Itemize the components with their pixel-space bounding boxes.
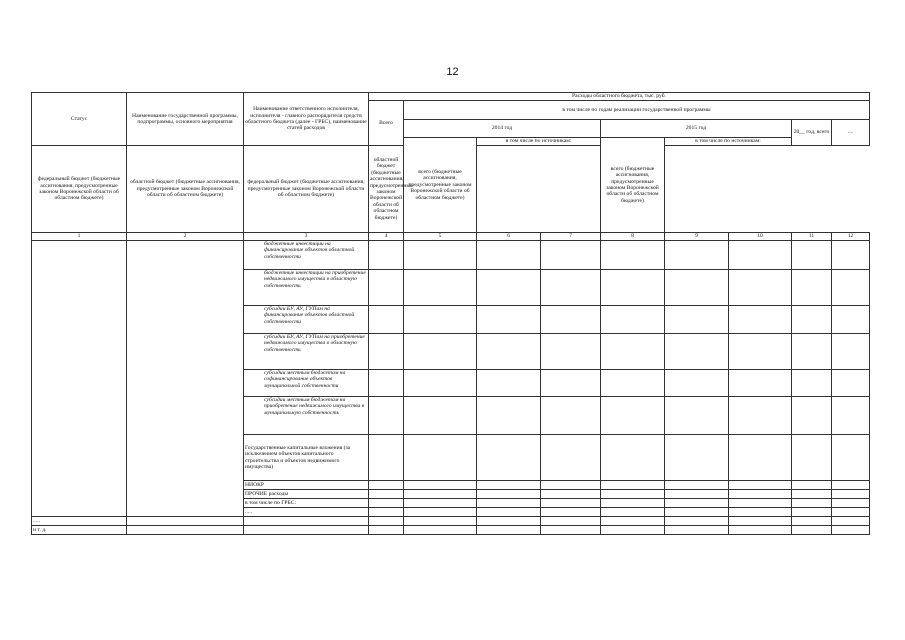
row-label: бюджетные инвестиции на приобретение недвижимого имущества в областную собственность bbox=[244, 270, 369, 306]
row-niokr: НИОКР bbox=[244, 481, 369, 490]
column-number: 5 bbox=[404, 233, 477, 241]
row-grbs-dots: ..... bbox=[244, 508, 369, 517]
column-number: 4 bbox=[369, 233, 404, 241]
expenses-table bbox=[31, 92, 870, 535]
header-2015-sources: в том числе по источникам: bbox=[665, 138, 792, 146]
column-number: 12 bbox=[832, 233, 870, 241]
header-program-name: Наименование государственной программы, подпрограммы, основного мероприятия bbox=[127, 93, 244, 146]
header-2014-total: всего (бюджетные ассигнования, предусмотренные законом Воронежской области об областном бюджете) bbox=[404, 138, 477, 233]
header-2015-federal: федеральный бюджет (бюджетные ассигнования, предусмотренные законом Воронежской области об областном бюджете) bbox=[244, 146, 369, 233]
column-number: 2 bbox=[127, 233, 244, 241]
column-number: 9 bbox=[665, 233, 729, 241]
column-number: 7 bbox=[541, 233, 601, 241]
row-label: субсидии БУ, АУ, ГУПам на приобретение недвижимого имущества в областную собственность bbox=[244, 334, 369, 370]
header-2015-total: всего (бюджетные ассигнования, предусмотренные законом Воронежской области об областном бюджете) bbox=[601, 138, 665, 233]
row-label: субсидии местным бюджетам на приобретение недвижимого имущества в муниципальную собственность bbox=[244, 397, 369, 435]
row-label: субсидии БУ, АУ, ГУПам на финансирование объектов областной собственности bbox=[244, 306, 369, 334]
header-2014-sources: в том числе по источникам: bbox=[477, 138, 601, 146]
header-dots: .... bbox=[832, 120, 870, 146]
column-number: 8 bbox=[601, 233, 665, 241]
header-expenses: Расходы областного бюджета, тыс. руб. bbox=[369, 93, 870, 101]
header-2015-regional: областной бюджет (бюджетные ассигнования, предусмотренные законом Воронежской области об областном бюджете) bbox=[369, 146, 404, 233]
header-year-n: 20__ год, всего bbox=[792, 120, 832, 146]
column-number: 11 bbox=[792, 233, 832, 241]
header-by-years: в том числе по годам реализации государственной программы bbox=[404, 101, 870, 120]
header-executor: Наименование ответственного исполнителя, исполнителя - главного распорядителя средств областного бюджета (далее - ГРБС), наименование статей расходов bbox=[244, 93, 369, 146]
row-status-dots: ..... bbox=[32, 517, 127, 526]
row-etc: и т. д. bbox=[32, 526, 127, 535]
column-number: 3 bbox=[244, 233, 369, 241]
table-row bbox=[32, 241, 870, 270]
header-2014-federal: федеральный бюджет (бюджетные ассигнования, предусмотренные законом Воронежской области об областном бюджете) bbox=[32, 146, 127, 233]
table-row bbox=[32, 526, 870, 535]
column-number: 1 bbox=[32, 233, 127, 241]
row-grbs: в том числе по ГРБС: bbox=[244, 499, 369, 508]
column-number: 6 bbox=[477, 233, 541, 241]
row-label: бюджетные инвестиции на финансирование объектов областной собственности bbox=[244, 241, 369, 270]
header-total: Всего bbox=[369, 101, 404, 146]
header-2014-regional: областной бюджет (бюджетные ассигнования, предусмотренные законом Воронежской области об областном бюджете) bbox=[127, 146, 244, 233]
column-number: 10 bbox=[729, 233, 792, 241]
header-status: Статус bbox=[32, 93, 127, 146]
header-year-2015: 2015 год bbox=[601, 120, 792, 138]
header-year-2014: 2014 год bbox=[404, 120, 601, 138]
table-row bbox=[32, 517, 870, 526]
row-other: ПРОЧИЕ расходы bbox=[244, 490, 369, 499]
page-number: 12 bbox=[446, 66, 459, 78]
row-label: субсидии местным бюджетам на софинансирование объектов муниципальной собственности bbox=[244, 370, 369, 397]
row-capital: Государственные капитальные вложения (за исключением объектов капитального строительства и объектов недвижимого имущества) bbox=[244, 435, 369, 481]
